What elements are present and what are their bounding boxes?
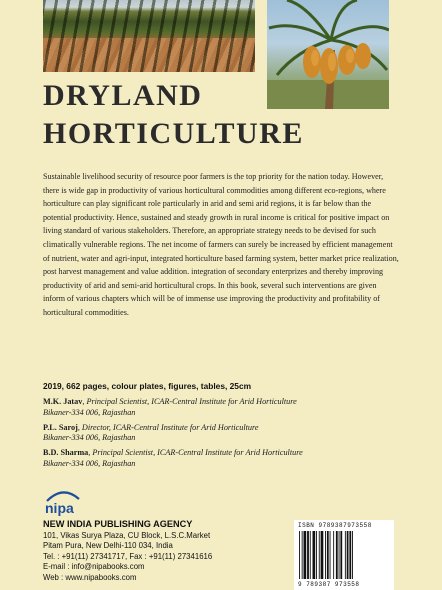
author-name: M.K. Jatav: [43, 397, 83, 406]
date-palm-photo: [267, 0, 389, 109]
author-role: Principal Scientist, ICAR-Central Institute for Arid Horticulture: [86, 397, 297, 406]
publisher-name: NEW INDIA PUBLISHING AGENCY: [43, 519, 193, 529]
nipa-logo-icon: [43, 487, 83, 517]
author-name: P.L. Saroj: [43, 422, 78, 432]
author-address: Bikaner-334 006, Rajasthan: [43, 433, 136, 443]
author-entry: B.D. Sharma, Principal Scientist, ICAR-Central Institute for Arid Horticulture Bikaner-334 006, Rajasthan: [43, 448, 373, 470]
date-palm-illustration: [267, 0, 389, 109]
title-line-1: DRYLAND: [43, 79, 203, 112]
book-description: Sustainable livelihood security of resource poor farmers is the top priority for the nation today. However, there is wide gap in productivity of various horticultural commodities among different eco-regions, where horticulture can play significant role particularly in arid and semi arid regions, it is far below than the potential productivity. Hence, sustained and steady growth in rural income is critical for positive impact on living standard of various stakeholders. Therefore, an appropriate strategy needs to be devised for such climatically vulnerable regions. The net income of farmers can surely be increased by efficient management of nutrient, water and agri-input, integrated horticulture based farming system, better market price realization, post harvest management and value addition. integration of secondary enterprizes and thereby improving productivity of arid and semi-arid horticultural crops. In this book, several such interventions are given inform of various chapters which will be of immense use improving the productivity and profitability of horticultural commodities.: [43, 172, 399, 317]
publisher-website: Web : www.nipabooks.com: [43, 572, 137, 582]
author-address: Bikaner-334 006, Rajasthan: [43, 458, 136, 468]
author-name: B.D. Sharma: [43, 448, 89, 458]
isbn-number: ISBN 9789387973558: [298, 522, 372, 529]
author-role: Principal Scientist, ICAR-Central Institute for Arid Horticulture: [92, 448, 303, 458]
nipa-logo: [43, 487, 83, 517]
author-entry: M.K. Jatav, Principal Scientist, ICAR-Central Institute for Arid Horticulture Bikaner-334 006, Rajasthan: [43, 397, 373, 419]
vineyard-photo: [43, 0, 255, 72]
nipa-logo-text: nipa: [45, 500, 74, 516]
author-role: Director, ICAR-Central Institute for Arid Horticulture: [81, 422, 259, 432]
publisher-address-2: Pitam Pura, New Delhi-110 034, India: [43, 541, 173, 551]
barcode-bars: [298, 531, 390, 579]
publisher-block: [43, 519, 212, 583]
author-address: Bikaner-334 006, Rajasthan: [43, 407, 136, 417]
isbn-barcode: [294, 520, 394, 590]
publisher-address-1: 101, Vikas Surya Plaza, CU Block, L.S.C.Market: [43, 531, 211, 540]
author-list: [43, 397, 373, 474]
author-entry: P.L. Saroj, Director, ICAR-Central Institute for Arid Horticulture Bikaner-334 006, Rajasthan: [43, 423, 373, 445]
publication-details: 2019, 662 pages, colour plates, figures, tables, 25cm: [43, 381, 252, 391]
title-line-2: HORTICULTURE: [43, 117, 304, 150]
publisher-email: E-mail : info@nipabooks.com: [43, 562, 145, 572]
barcode-digits: 9 789387 973558: [298, 581, 360, 588]
publisher-phone: Tel. : +91(11) 27341717, Fax : +91(11) 27341616: [43, 551, 213, 561]
